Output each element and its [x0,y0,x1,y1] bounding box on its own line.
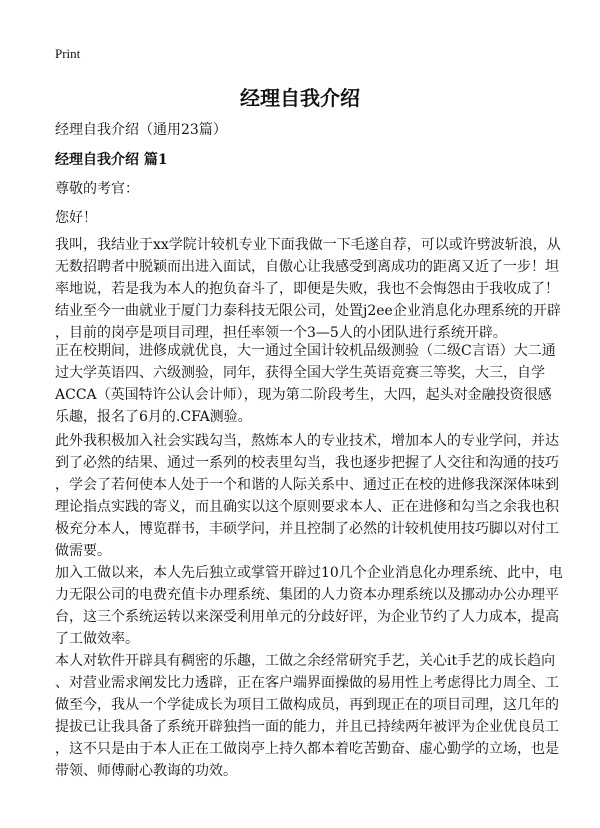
paragraph-line: 我叫，我结业于xx学院计较机专业下面我做一下毛遂自荐，可以或许劈波斩浪，从 [55,237,561,253]
paragraph-line: 本人对软件开辟具有稠密的乐趣，工做之余经常研究手艺，关心it手艺的成长趋向 [55,653,556,669]
paragraph-line: 极充分本人，博览群书，丰硕学问，并且控制了必然的计较机使用技巧脚以对付工 [55,521,559,537]
greeting: 尊敬的考官： [55,181,139,197]
paragraph-line: 、对营业需求阐发比力透辟，正在客户端界面操做的易用性上考虑得比力周全、工 [55,675,559,691]
paragraph-5 [55,650,575,782]
paragraph-line: ，这不只是由于本人正在工做岗亭上持久都本着吃苦勤奋、虚心勤学的立场，也是 [55,741,559,757]
paragraph-line: 结业至今一曲就业于厦门力泰科技无限公司，处置j2ee企业消息化办理系统的开辟 [55,303,561,319]
paragraph-line: 加入工做以来，本人先后独立或掌管开辟过10几个企业消息化办理系统、此中，电 [55,565,563,581]
paragraph-line: 力无限公司的电费充值卡办理系统、集团的人力资本办理系统以及挪动办公办理平 [55,587,559,603]
paragraph-line: 了工做效率。 [55,631,139,647]
paragraph-line: ACCA（英国特许公认会计师），现为第二阶段考生，大四，起头对金融投资很感 [55,387,552,403]
paragraph-line: 提拔已让我具备了系统开辟独挡一面的能力，并且已持续两年被评为企业优良员工 [55,719,559,735]
paragraph-line: 正在校期间，进修成就优良，大一通过全国计较机品级测验（二级C言语）大二通 [55,343,556,359]
paragraph-1 [55,234,575,344]
paragraph-3 [55,430,575,562]
paragraph-line: ，学会了若何使本人处于一个和谐的人际关系中、通过正在校的进修我深深体味到 [55,477,559,493]
paragraph-4 [55,562,575,650]
hello: 您好！ [55,210,97,226]
paragraph-2 [55,340,575,428]
page-title: 经理自我介绍 [240,86,360,110]
paragraph-line: 到了必然的结果、通过一系列的校表里勾当，我也逐步把握了人交往和沟通的技巧 [55,455,559,471]
paragraph-line: 过大学英语四、六级测验，同年，获得全国大学生英语竞赛三等奖，大三，自学 [55,365,545,381]
paragraph-line: 无数招聘者中脱颖而出进入面试，自傲心让我感受到离成功的距离又近了一步！坦 [55,259,559,275]
print-link[interactable]: Print [55,46,81,61]
paragraph-line: 台，这三个系统运转以来深受利用单元的分歧好评，为企业节约了人力成本，提高 [55,609,559,625]
paragraph-line: 乐趣，报名了6月的.CFA测验。 [55,409,252,425]
subtitle: 经理自我介绍（通用23篇） [55,122,227,138]
paragraph-line: 率地说，若是我为本人的抱负奋斗了，即便是失败，我也不会悔怨由于我收成了！ [55,281,559,297]
paragraph-line: 理论指点实践的寄义，而且确实以这个原则要求本人、正在进修和勾当之余我也积 [55,499,559,515]
paragraph-line: 此外我积极加入社会实践勾当，熬炼本人的专业技术，增加本人的专业学问，并达 [55,433,559,449]
section-heading: 经理自我介绍 篇1 [55,152,168,168]
paragraph-line: ，目前的岗亭是项目司理，担任率领一个3—5人的小团队进行系统开辟。 [55,325,507,341]
paragraph-line: 带领、师傅耐心教诲的功效。 [55,763,237,779]
paragraph-line: 做至今，我从一个学徒成长为项目工做构成员，再到现正在的项目司理，这几年的 [55,697,559,713]
paragraph-line: 做需要。 [55,543,111,559]
